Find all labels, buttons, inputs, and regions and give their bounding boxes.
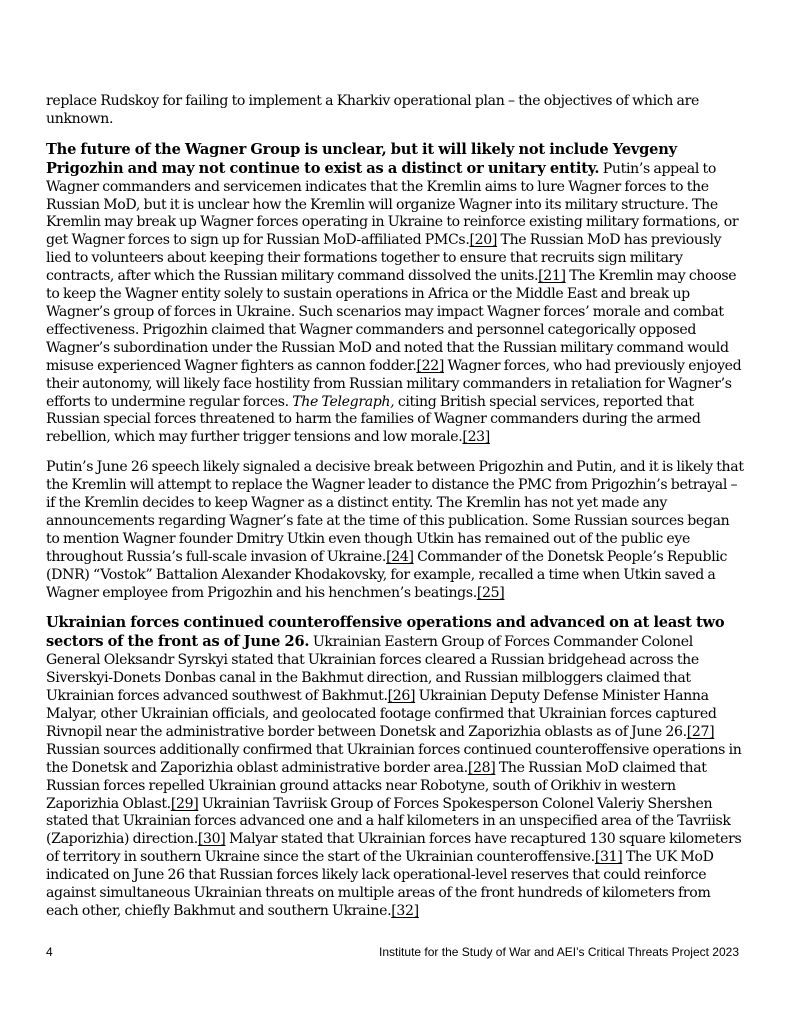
paragraph-text: replace Rudskoy for failing to implement a Kharkiv operational plan – the objectives of which are unknown. bbox=[46, 93, 699, 127]
paragraph-lead: Ukrainian forces continued counteroffensive operations and advanced on at least two sectors of the front as of June 26. bbox=[46, 614, 725, 651]
paragraph-text: Ukrainian Tavriisk Group of Forces Spokesperson Colonel Valeriy Shershen stated that Ukrainian forces advanced one and a half kilometers in an unspecified area of the Tavriisk (Zaporizhia) direction. bbox=[46, 795, 731, 848]
footnote-link-32[interactable]: [32] bbox=[391, 902, 419, 919]
footnote-link-24[interactable]: [24] bbox=[386, 548, 414, 565]
publication-name: The Telegraph, bbox=[292, 393, 395, 410]
paragraph-text: Putin’s appeal to Wagner commanders and servicemen indicates that the Kremlin aims to lure Wagner forces to the Russian MoD, but it is unclear how the Kremlin will organize Wagner into its military structure. The Kremlin may break up Wagner forces operating in Ukraine to reinforce existing military formations, or get Wagner forces to sign up for Russian MoD-affiliated PMCs. bbox=[46, 160, 739, 249]
paragraph-putin-speech bbox=[46, 459, 746, 602]
footnote-link-29[interactable]: [29] bbox=[170, 795, 199, 812]
paragraph-text: Wagner forces, who had previously enjoyed their autonomy, will likely face hostility from Russian military commanders in retaliation for Wagner’s efforts to undermine regular forces. bbox=[46, 357, 742, 410]
paragraph-wagner-future bbox=[46, 141, 746, 447]
paragraph-text: Malyar stated that Ukrainian forces have recaptured 130 square kilometers of territory in southern Ukraine since the start of the Ukrainian counteroffensive. bbox=[46, 831, 742, 866]
footnote-link-28[interactable]: [28] bbox=[467, 759, 496, 776]
footnote-link-31[interactable]: [31] bbox=[594, 849, 623, 866]
footnote-link-25[interactable]: [25] bbox=[476, 584, 505, 601]
paragraph-text: Ukrainian Eastern Group of Forces Commander Colonel General Oleksandr Syrskyi stated that Ukrainian forces cleared a Russian bridgehead across the Siverskyi-Donets Donbas canal in the Bakhmut direction, and Russian milbloggers claimed that Ukrainian forces advanced southwest of Bakhmut. bbox=[46, 634, 699, 705]
footnote-link-21[interactable]: [21] bbox=[538, 268, 566, 285]
footnote-link-30[interactable]: [30] bbox=[197, 831, 226, 848]
paragraph-text: Russian sources additionally confirmed that Ukrainian forces continued counteroffensive operations in the Donetsk and Zaporizhia oblast administrative border area. bbox=[46, 741, 742, 776]
paragraph-text: Putin’s June 26 speech likely signaled a decisive break between Prigozhin and Putin, and it is likely that the Kremlin will attempt to replace the Wagner leader to distance the PMC from Prigozhin’s betrayal – if the Kremlin decides to keep Wagner as a distinct entity. The Kremlin has not yet made any announcements regarding Wagner’s fate at the time of this publication. Some Russian sources began to mention Wagner founder Dmitry Utkin even though Utkin has remained out of the public eye throughout Russia’s full-scale invasion of Ukraine. bbox=[46, 459, 744, 565]
footer-source: Institute for the Study of War and AEI’s Critical Threats Project 2023 bbox=[379, 945, 739, 959]
paragraph-text: The UK MoD indicated on June 26 that Russian forces likely lack operational-level reserves that could reinforce against simultaneous Ukrainian threats on multiple areas of the front hundreds of kilometers from each other, chiefly Bakhmut and southern Ukraine. bbox=[46, 849, 714, 919]
paragraph-rudskoy bbox=[46, 93, 746, 129]
paragraph-text: citing British special services, reported that Russian special forces threatened to harm the families of Wagner commanders during the armed rebellion, which may further trigger tensions and low morale. bbox=[46, 393, 701, 446]
article-body bbox=[46, 93, 746, 933]
footnote-link-23[interactable]: [23] bbox=[462, 429, 490, 446]
paragraph-lead: The future of the Wagner Group is unclear, but it will likely not include Yevgeny Prigozhin and may not continue to exist as a distinct or unitary entity. bbox=[46, 140, 677, 177]
paragraph-text: Commander of the Donetsk People’s Republic (DNR) “Vostok” Battalion Alexander Khodakovsky, for example, recalled a time when Utkin saved a Wagner employee from Prigozhin and his henchmen’s beatings. bbox=[46, 548, 728, 601]
paragraph-text: The Kremlin may choose to keep the Wagner entity solely to sustain operations in Africa or the Middle East and break up Wagner’s group of forces in Ukraine. Such scenarios may impact Wagner forces’ morale and combat effectiveness. Prigozhin claimed that Wagner commanders and personnel categorically opposed Wagner’s subordination under the Russian MoD and noted that the Russian military command would misuse experienced Wagner fighters as cannon fodder. bbox=[46, 268, 737, 374]
footnote-link-26[interactable]: [26] bbox=[387, 688, 416, 705]
footnote-link-20[interactable]: [20] bbox=[469, 232, 497, 249]
paragraph-text: Ukrainian Deputy Defense Minister Hanna Malyar, other Ukrainian officials, and geolocated footage confirmed that Ukrainian forces captured Rivnopil near the administrative border between Donetsk and Zaporizhia oblasts as of June 26. bbox=[46, 688, 717, 740]
page-number: 4 bbox=[46, 945, 53, 959]
paragraph-counteroffensive bbox=[46, 614, 746, 920]
footnote-link-22[interactable]: [22] bbox=[416, 357, 444, 374]
paragraph-text: The Russian MoD claimed that Russian forces repelled Ukrainian ground attacks near Robotyne, south of Orikhiv in western Zaporizhia Oblast. bbox=[46, 759, 707, 812]
paragraph-text: The Russian MoD has previously lied to volunteers about keeping their formations together to ensure that recruits sign military contracts, after which the Russian military command dissolved the units. bbox=[46, 232, 722, 285]
footnote-link-27[interactable]: [27] bbox=[686, 723, 715, 740]
